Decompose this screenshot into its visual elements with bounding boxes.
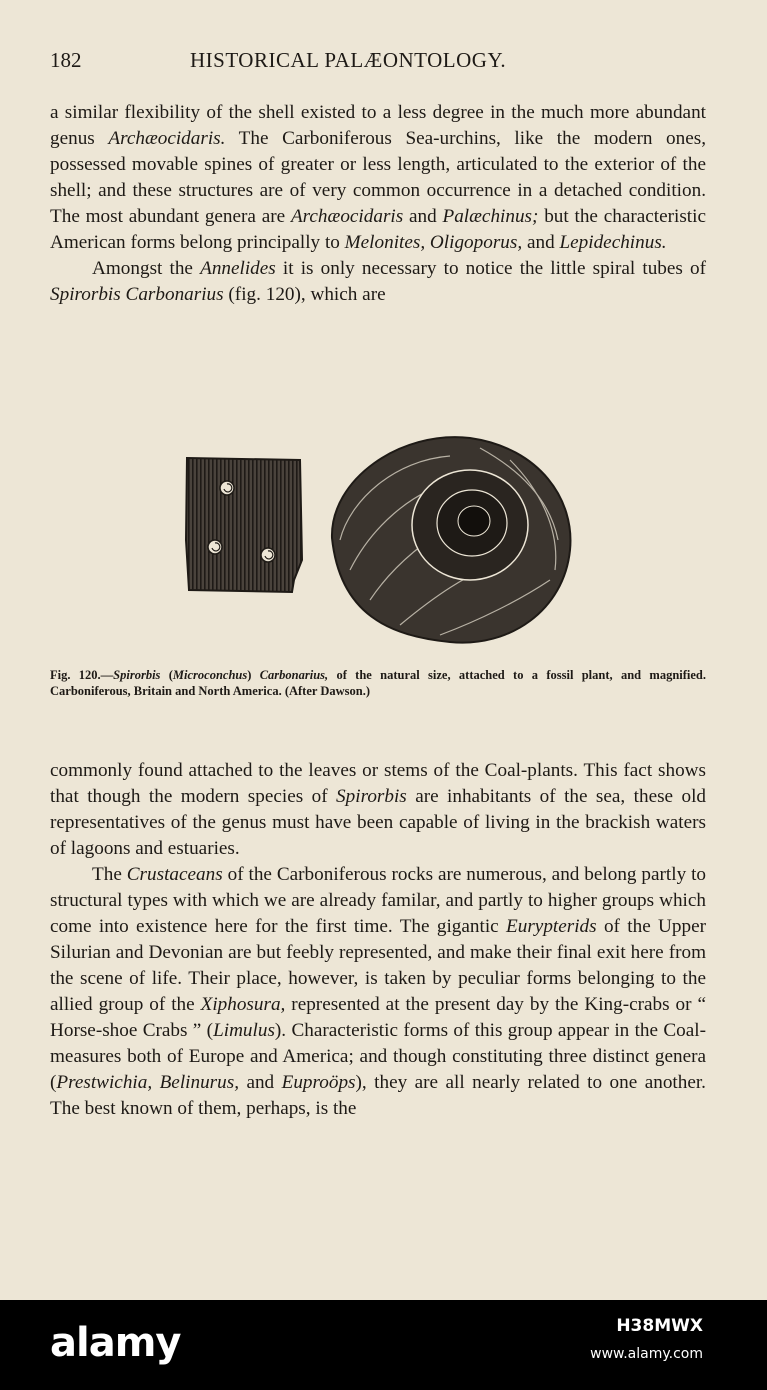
italic-term: Spirorbis <box>336 786 407 807</box>
italic-term: Prestwichia, Belinurus, <box>56 1072 239 1093</box>
paragraph-annelides <box>50 256 706 308</box>
fossil-plant-fragment <box>186 458 302 592</box>
magnified-spiral-shell <box>332 437 571 642</box>
text-run: and <box>522 232 560 253</box>
text-run: but the characteristic American forms belong principally to <box>50 206 706 253</box>
image-id: H38MWX <box>616 1316 703 1336</box>
body-text-bottom <box>50 758 706 1122</box>
text-run: commonly found attached to the leaves or stems of the Coal-plants. This fact shows that though the modern species of <box>50 760 706 807</box>
text-run: of the Upper Silurian and Devonian are but feebly represented, and make their final exit here from the scene of life. Their place, however, is taken by peculiar forms belonging to the allied group of the <box>50 916 706 1015</box>
text-run: (fig. 120), which are <box>223 284 386 305</box>
text-run: of the natural size, attached to a fossil plant, and magnified. Carboniferous, Britain and North America. (After Dawson.) <box>50 668 707 698</box>
alamy-logo: alamy <box>50 1320 181 1366</box>
spirorbis-illustration <box>180 420 580 655</box>
text-run: The <box>92 864 127 885</box>
text-run: ( <box>160 668 173 682</box>
italic-term: Palæchinus; <box>442 206 539 227</box>
site-url: www.alamy.com <box>590 1346 703 1362</box>
watermark-footer <box>0 1300 767 1390</box>
italic-term: Xiphosura, <box>200 994 286 1015</box>
text-run: and <box>403 206 443 227</box>
text-run: Amongst the <box>92 258 201 279</box>
running-head: HISTORICAL PALÆONTOLOGY. <box>190 48 507 72</box>
text-run: Fig. 120.— <box>50 668 114 682</box>
italic-term: Spirorbis Carbonarius <box>50 284 224 305</box>
paragraph-crustaceans <box>50 862 706 1122</box>
text-run: ). Characteristic forms of this group appear in the Coal-measures both of Europe and America; and though constituting three distinct genera ( <box>50 1020 706 1093</box>
body-text-top <box>50 100 706 308</box>
italic-term: Carbonarius, <box>259 668 329 682</box>
italic-term: Crustaceans <box>126 864 223 885</box>
text-run: are inhabitants of the sea, these old representatives of the genus must have been capable of living in the brackish waters of lagoons and estuaries. <box>50 786 707 859</box>
italic-term: Microconchus <box>172 668 248 682</box>
figure-120 <box>180 420 580 655</box>
text-run: and <box>239 1072 282 1093</box>
paragraph-sea-urchins <box>50 100 706 256</box>
italic-term: Euproöps <box>281 1072 356 1093</box>
text-run: represented at the present day by the King-crabs or “ Horse-shoe Crabs ” ( <box>50 994 707 1041</box>
text-run: ), they are all nearly related to one another. The best known of them, perhaps, is the <box>50 1072 706 1119</box>
italic-term: Archæocidaris. <box>108 128 226 149</box>
italic-term: Lepidechinus. <box>559 232 667 253</box>
paragraph-coal-plants <box>50 758 706 862</box>
page-number: 182 <box>50 48 82 72</box>
text-run: a similar flexibility of the shell existed to a less degree in the much more abundant genus <box>50 102 706 149</box>
text-run: ) <box>247 668 260 682</box>
text-run: it is only necessary to notice the little spiral tubes of <box>275 258 706 279</box>
italic-term: Eurypterids <box>506 916 597 937</box>
italic-term: Annelides <box>200 258 276 279</box>
italic-term: Spirorbis <box>113 668 161 682</box>
italic-term: Archæocidaris <box>290 206 404 227</box>
text-run: of the Carboniferous rocks are numerous, and belong partly to structural types with which we are already familar, and partly to higher groups which come into existence here for the first time. The gigantic <box>50 864 706 937</box>
italic-term: Limulus <box>213 1020 275 1041</box>
page-header <box>50 48 710 78</box>
figure-caption <box>50 667 706 699</box>
text-run: The Carboniferous Sea-urchins, like the modern ones, possessed movable spines of greater or less length, articulated to the exterior of the shell; and these structures are of very common occurrence in a detached condition. The most abundant genera are <box>50 128 706 227</box>
italic-term: Melonites, Oligoporus, <box>344 232 523 253</box>
